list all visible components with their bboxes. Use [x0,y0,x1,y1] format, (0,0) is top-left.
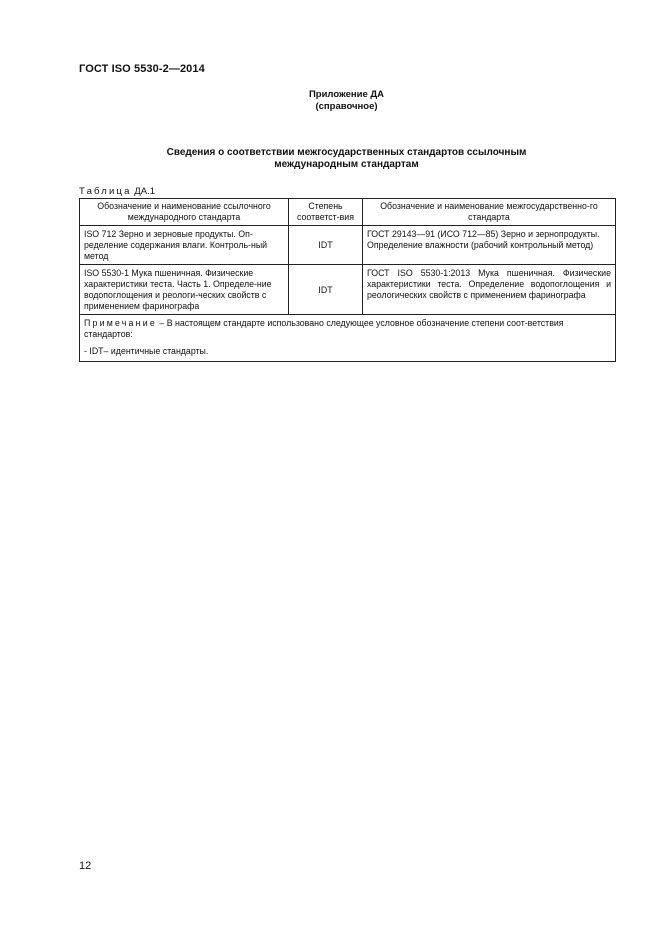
cell-interstate-standard: ГОСТ 29143—91 (ИСО 712—85) Зерно и зернопродукты. Определение влажности (рабочий контрольный метод) [363,226,616,265]
cell-degree: IDT [289,226,363,265]
table-row [80,265,616,315]
section-title-line-2: международным стандартам [274,159,419,170]
table-header-row [80,199,616,226]
table-note-row [80,315,616,362]
appendix-subtitle: (справочное) [315,101,378,112]
table-row [80,226,616,265]
cell-interstate-standard: ГОСТ ISO 5530-1:2013 Мука пшеничная. Физические характеристики теста. Определение водопоглощения и реологических свойств с применением фаринографа [363,265,616,315]
section-title-line-1: Сведения о соответствии межгосударственных стандартов ссылочным [166,147,527,158]
note-paragraph [84,318,611,340]
header-international-standard: Обозначение и наименование ссылочного международного стандарта [80,199,289,226]
note-heading: Примечание [84,318,157,328]
header-interstate-standard: Обозначение и наименование межгосударственно-го стандарта [363,199,616,226]
table-caption-prefix: Таблица [79,186,132,197]
page-number: 12 [79,860,92,872]
header-degree-of-conformity: Степень соответст-вия [289,199,363,226]
document-code: ГОСТ ISO 5530-2—2014 [79,63,205,75]
table-caption [79,186,155,197]
cell-international-standard: ISO 5530-1 Мука пшеничная. Физические характеристики теста. Часть 1. Определе-ние водопоглощения и реологи-ческих свойств с применением фаринографа [80,265,289,315]
cell-international-standard: ISO 712 Зерно и зерновые продукты. Оп-ределение содержания влаги. Контроль-ный метод [80,226,289,265]
correspondence-table [79,198,616,362]
table-caption-number: ДА.1 [134,186,155,197]
note-item: - IDT– идентичные стандарты. [84,346,209,356]
table-note [80,315,616,362]
cell-degree: IDT [289,265,363,315]
note-text: – В настоящем стандарте использовано следующее условное обозначение степени соот-ветствия стандартов: [84,318,564,339]
appendix-title: Приложение ДА [308,89,385,100]
